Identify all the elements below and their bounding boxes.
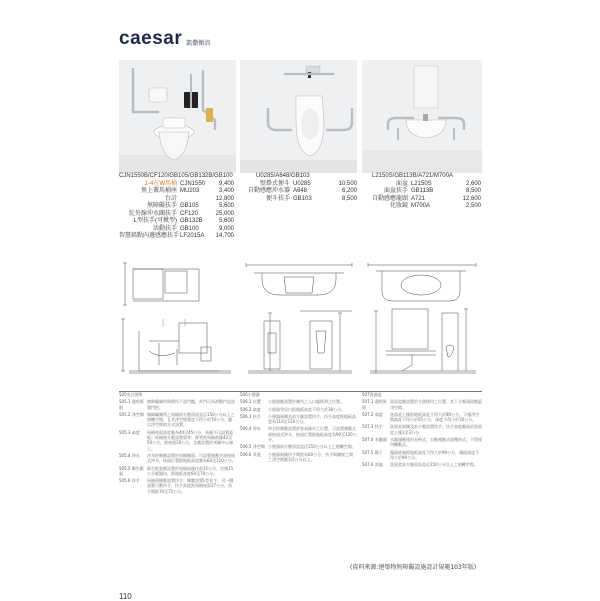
item-price: 6,200 [341,188,357,194]
item-price: 12,800 [215,195,234,202]
spec-text: 馬桶兩側應設置扶手；側牆設置L型扶手，另一側設置可動扶手，扶手高度距馬桶座面27公分，扶手間距70至75公分。 [147,478,234,494]
spec-item [362,462,482,467]
model-title: CJN1550B/CF120/GB105/GB132B/GB100 [119,173,233,179]
spec-row [119,226,237,234]
item-price: 10,500 [338,180,357,187]
item-model [177,196,214,204]
spec-text: 沖水控制應設置於容易操作之位置，可設置感應式或按鈕式沖水，按鈕位置距地板高度為90至120公分。 [268,426,357,443]
spec-row [119,196,237,204]
spec-row [119,181,237,189]
spec-text: 小便器應設置於廁所之入口處便利之位置。 [268,399,344,405]
item-name: 面盆扶手 [383,188,408,194]
spec-item [362,399,482,410]
item-model: GB100 [180,225,199,232]
spec-code: 506.4 沖水 [240,426,261,432]
spec-code: 506.2 高度 [240,406,261,412]
item-model: L2150S [411,180,432,187]
spec-item [240,407,357,412]
spec-row [362,181,482,189]
spec-heading: 507洗面盆 [362,392,382,397]
washbasin-drawing [362,261,482,386]
spec-text: 沖水控制應設置於馬桶側面，可設置感應式或按鈕式沖水，按鈕位置距地板高度應為60至110公分。 [147,452,236,464]
spec-row [362,188,482,196]
spec-code: 506.5 淨空間 [240,444,265,450]
product-group-toilet [119,173,237,241]
toilet-photo [119,60,236,173]
item-price: 9,000 [218,225,234,232]
spec-code: 506.3 扶手 [240,413,261,419]
spec-code: 507.3 扶手 [362,424,383,430]
toilet-drawing [119,261,237,386]
item-price: 14,700 [215,233,234,239]
item-name: 紅外線沖水閥扶手 [128,210,177,217]
item-price: 5,600 [218,203,234,209]
item-name: 無障礙扶手 [146,203,177,209]
spec-code: 507.4 水龍頭 [362,437,387,443]
item-model: A648 [293,188,308,194]
spec-item [362,450,482,461]
spec-code: 505.4 沖水 [119,452,140,458]
spec-heading: 506小便器 [240,392,260,397]
spec-code: 506.1 位置 [240,399,261,405]
spec-code: 505.2 淨空間 [119,411,144,417]
item-price: 5,600 [218,218,234,224]
page-number: 110 [119,592,132,601]
item-price: 12,600 [462,195,481,202]
spec-row [240,188,358,196]
spec-text: 馬桶座面高度應為40至45公分，馬桶不可設置蓋板；馬桶後方應設置靠背；靠背距馬桶前緣42至50公分，距座面20公分，且應設置於馬桶中心線上。 [147,429,234,451]
spec-row [240,196,358,204]
item-model: GB103 [293,195,312,202]
spec-item [119,478,236,494]
spec-row [119,211,237,219]
urinal-drawing [240,261,358,386]
washbasin-photo [362,60,482,173]
spec-item [119,466,236,477]
spec-row [119,203,237,211]
spec-text: 小便器前方應留設直徑150公分以上之迴轉空間。 [268,444,356,450]
spec-column-urinal [240,392,357,464]
spec-item [240,414,357,425]
spec-code: 507.5 鏡子 [362,449,383,455]
item-name: 無上蓋馬桶座 [140,188,177,194]
spec-row [240,181,358,189]
item-name: 化妝鏡 [389,203,408,209]
spec-row [119,218,237,226]
spec-item [119,430,236,451]
spec-item [119,453,236,464]
item-price: 9,400 [218,180,234,187]
item-model: A721 [411,195,426,202]
item-name: 智慧扁點內邊感應扶手 [119,233,180,239]
spec-text: 洗面盆上緣距地板高度不得大於80公分，下緣淨空間高度不得小於65公分，深度不得小於30公分。 [390,411,480,423]
item-price: 2,500 [465,203,481,209]
spec-code: 505.3 高度 [119,429,140,435]
item-name: 活動扶手 [152,225,177,232]
logo-subtitle: 凱撒衛浴 [186,40,211,47]
spec-item [362,437,482,448]
item-price: 8,500 [465,188,481,194]
item-name: 壁掛式便斗 [259,180,290,187]
product-group-washbasin [362,173,482,211]
model-title: U0285/A648/GB103 [256,173,310,179]
item-model: GB105 [180,203,199,209]
spec-item [362,412,482,423]
logo-wordmark: caesar [119,28,183,49]
spec-text: 洗面盆前方應留設直徑150公分以上之迴轉空間。 [390,462,478,468]
item-name: 1-4在W馬桶 [144,180,177,187]
urinal-photo [240,60,357,173]
spec-text: 無障礙廁所之馬桶前方應留設直徑150公分以上之迴轉空間，且其淨空間寬度不得小於70公分，應以淨空間的方式設置。 [147,411,235,428]
spec-text: 小便器受尿口距地板高度不得大於38公分。 [268,406,346,412]
spec-row [119,188,237,196]
item-name: 面盆 [395,180,408,187]
spec-item [240,399,357,404]
spec-code: 507.6 其他 [362,462,383,468]
spec-item [119,399,236,410]
item-price: 8,500 [341,195,357,202]
item-price: 2,600 [465,180,481,187]
item-model: CJN1550 [180,180,206,187]
caesar-logo [119,29,210,49]
spec-code: 507.2 高度 [362,411,383,417]
spec-text: 鏡面底端距地板高度不得大於90公分，鏡面高度不得小於90公分。 [390,449,480,460]
item-name: 便斗扶手 [265,195,290,202]
item-model: GB113B [411,188,434,194]
spec-row [119,233,237,241]
spec-text: 衛生紙架應設置於馬桶前緣往前15公分、往後15公分範圍內，距地板高度60至70公分。 [147,465,234,476]
item-model: MU203 [180,188,200,194]
spec-code: 507.1 通用原則 [362,399,387,410]
spec-item [119,412,236,428]
spec-text: 洗面盆應設置於方便使用之位置，其下方應預留膝蓋淨空間。 [390,399,482,410]
spec-text: 水龍頭應使用長柄式、自動感應式或壓按式，不得使用轉動式。 [390,437,482,448]
product-group-urinal [240,173,358,203]
item-price: 3,400 [218,188,234,194]
spec-row [362,196,482,204]
spec-item [240,452,357,463]
spec-row [362,203,482,211]
spec-text: 小便器兩側及前方應設置扶手，扶手高度距地板高度為110至120公分。 [268,413,356,425]
item-model: CF120 [180,210,199,217]
item-model: M700A [411,203,431,209]
item-name: 自動感應沖水器 [247,188,290,194]
spec-item [240,444,357,449]
spec-text: 洗面盆兩側及前方應設置扶手，扶手高度應高於洗面盆上緣1至3公分。 [390,424,482,435]
spec-text: 小便器兩側扶手間距為60公分，扶手與牆壁之間之淨空間應為5公分以上。 [268,451,354,462]
spec-code: 506.6 其他 [240,451,261,457]
item-price: 25,000 [215,210,234,217]
item-name: 台計 [164,195,177,202]
spec-item [362,424,482,435]
source-note: (資料來源:建築物無障礙設施設計規範103年版) [350,564,477,571]
spec-column-washbasin [362,392,482,470]
spec-code: 505.6 扶手 [119,478,140,484]
spec-code: 505.5 衛生紙架 [119,465,144,476]
spec-column-toilet [119,392,236,496]
item-model: GB132B [180,218,203,224]
model-title: L2150S/GB113B/A721/M700A [372,173,453,179]
spec-item [240,426,357,442]
item-name: 自動感應龍頭 [371,195,408,202]
spec-text: 無障礙廁所與便所不設門檻，外門可為滑動門並設置門把。 [147,399,235,410]
spec-code: 505.1 通用原則 [119,399,144,410]
item-model: U0285 [293,180,311,187]
item-model: LF2015A [180,233,205,239]
item-name: L型扶手(可掀型) [133,218,177,224]
spec-heading: 505坐式便所 [119,392,143,397]
